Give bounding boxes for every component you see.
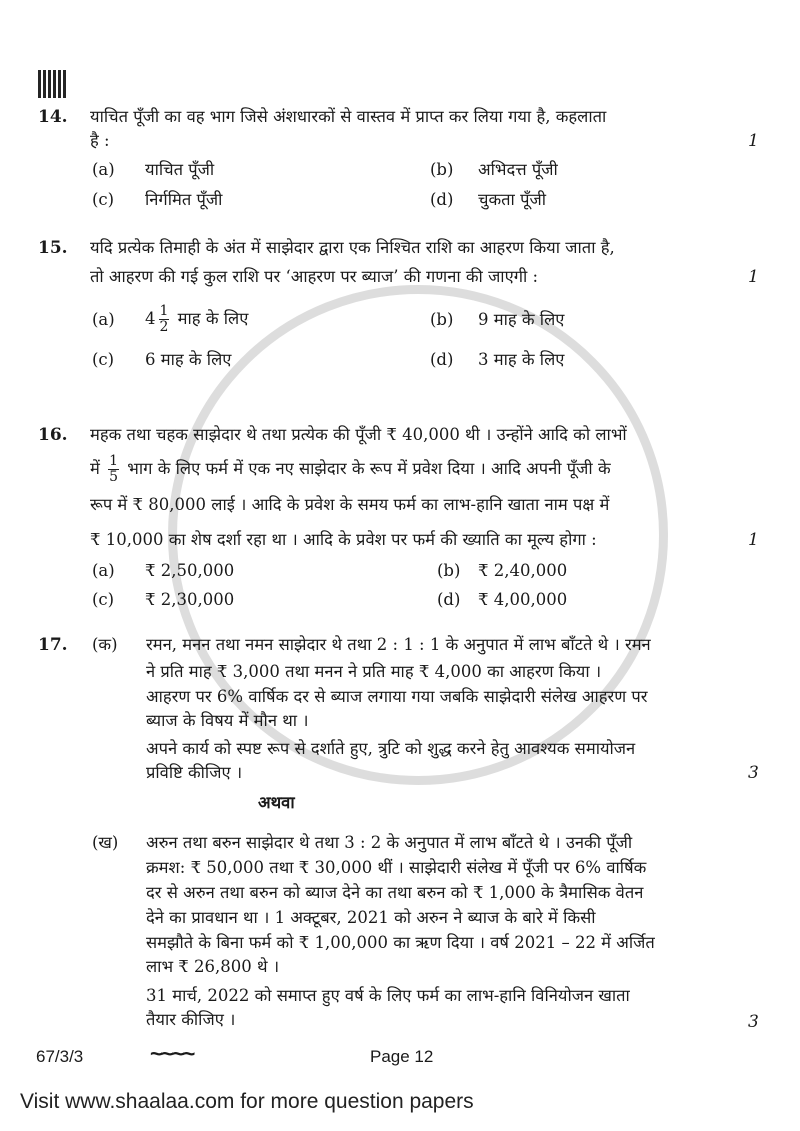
- question-text: क्रमश: ₹ 50,000 तथा ₹ 30,000 थीं । साझेदारी संलेख में पूँजी पर 6% वार्षिक: [146, 858, 647, 877]
- question-text: तो आहरण की गई कुल राशि पर ‘आहरण पर ब्याज’ की गणना की जाएगी :: [90, 267, 539, 286]
- option-label: (c): [92, 190, 115, 209]
- fraction-denominator: 2: [159, 319, 169, 335]
- text-fragment: में: [90, 459, 100, 478]
- question-text: दर से अरुन तथा बरुन को ब्याज देने का तथा बरुन को ₹ 1,000 के त्रैमासिक वेतन: [146, 883, 644, 902]
- question-text: लाभ ₹ 26,800 थे ।: [146, 957, 280, 976]
- option-label: (b): [437, 561, 461, 580]
- option-text: ₹ 2,50,000: [145, 561, 235, 580]
- marks: 1: [748, 530, 759, 550]
- option-text-suffix: माह के लिए: [177, 309, 249, 328]
- option-label: (d): [437, 590, 461, 609]
- option-label: (b): [430, 310, 454, 329]
- part-label: (ख): [92, 833, 119, 852]
- option-text: ₹ 2,30,000: [145, 590, 235, 609]
- part-label: (क): [92, 635, 118, 654]
- question-number: 14.: [38, 107, 68, 127]
- page-number: Page 12: [370, 1047, 434, 1066]
- option-text: ₹ 4,00,000: [478, 590, 568, 609]
- option-text: याचित पूँजी: [145, 160, 215, 179]
- marks: 1: [748, 131, 759, 151]
- visit-banner: Visit www.shaalaa.com for more question papers: [20, 1090, 474, 1113]
- option-label: (c): [92, 350, 115, 369]
- option-text: अभिदत्त पूँजी: [478, 160, 558, 179]
- marks: 1: [748, 267, 759, 287]
- option-text: 3 माह के लिए: [478, 350, 565, 369]
- question-text: तैयार कीजिए ।: [146, 1010, 236, 1029]
- option-text: 9 माह के लिए: [478, 310, 565, 329]
- question-text: अपने कार्य को स्पष्ट रूप से दर्शाते हुए, त्रुटि को शुद्ध करने हेतु आवश्यक समायोजन: [146, 739, 636, 758]
- question-text: [90, 452, 611, 486]
- question-text: ₹ 10,000 का शेष दर्शा रहा था । आदि के प्रवेश पर फर्म की ख्याति का मूल्य होगा :: [90, 530, 597, 549]
- fraction: [108, 454, 119, 485]
- question-text: महक तथा चहक साझेदार थे तथा प्रत्येक की पूँजी ₹ 40,000 थी । उन्होंने आदि को लाभों: [90, 425, 627, 444]
- question-text: रमन, मनन तथा नमन साझेदार थे तथा 2 : 1 : 1 के अनुपात में लाभ बाँटते थे । रमन: [146, 635, 651, 654]
- fraction-numerator: 1: [109, 453, 119, 469]
- option-text: [145, 302, 248, 336]
- ornament: ~~~~: [150, 1041, 194, 1066]
- or-divider: अथवा: [258, 793, 295, 812]
- question-text: देने का प्रावधान था । 1 अक्टूबर, 2021 को अरुन ने ब्याज के बारे में किसी: [146, 908, 596, 927]
- text-fragment: भाग के लिए फर्म में एक नए साझेदार के रूप में प्रवेश दिया । आदि अपनी पूँजी के: [127, 459, 611, 478]
- qr-code-icon: [38, 70, 66, 98]
- marks: 3: [748, 1012, 759, 1032]
- question-text: रूप में ₹ 80,000 लाई । आदि के प्रवेश के समय फर्म का लाभ-हानि खाता नाम पक्ष में: [90, 495, 610, 514]
- question-text: याचित पूँजी का वह भाग जिसे अंशधारकों से वास्तव में प्राप्त कर लिया गया है, कहलाता: [90, 107, 607, 126]
- option-text: चुकता पूँजी: [478, 190, 546, 209]
- question-text: ब्याज के विषय में मौन था ।: [146, 711, 309, 730]
- question-text: है :: [90, 131, 110, 150]
- option-text: ₹ 2,40,000: [478, 561, 568, 580]
- option-label: (a): [92, 561, 115, 580]
- option-text: 6 माह के लिए: [145, 350, 232, 369]
- option-text: निर्गमित पूँजी: [145, 190, 223, 209]
- marks: 3: [748, 763, 759, 783]
- question-text: अरुन तथा बरुन साझेदार थे तथा 3 : 2 के अनुपात में लाभ बाँटते थे । उनकी पूँजी: [146, 833, 633, 852]
- paper-code: 67/3/3: [36, 1047, 84, 1066]
- question-number: 16.: [38, 425, 68, 445]
- fraction: [159, 304, 170, 335]
- option-label: (d): [430, 350, 454, 369]
- question-text: आहरण पर 6% वार्षिक दर से ब्याज लगाया गया जबकि साझेदारी संलेख आहरण पर: [146, 687, 648, 706]
- question-number: 15.: [38, 238, 68, 258]
- question-text: 31 मार्च, 2022 को समाप्त हुए वर्ष के लिए फर्म का लाभ-हानि विनियोजन खाता: [146, 986, 630, 1005]
- fraction-numerator: 1: [159, 303, 169, 319]
- option-label: (d): [430, 190, 454, 209]
- fraction-whole: 4: [145, 309, 156, 328]
- fraction-denominator: 5: [109, 469, 119, 485]
- option-label: (b): [430, 160, 454, 179]
- question-text: यदि प्रत्येक तिमाही के अंत में साझेदार द्वारा एक निश्चित राशि का आहरण किया जाता है,: [90, 238, 615, 257]
- question-text: ने प्रति माह ₹ 3,000 तथा मनन ने प्रति माह ₹ 4,000 का आहरण किया ।: [146, 662, 602, 681]
- question-text: समझौते के बिना फर्म को ₹ 1,00,000 का ऋण दिया । वर्ष 2021 – 22 में अर्जित: [146, 933, 655, 952]
- option-label: (c): [92, 590, 115, 609]
- question-text: प्रविष्टि कीजिए ।: [146, 763, 243, 782]
- question-number: 17.: [38, 635, 68, 655]
- option-label: (a): [92, 160, 115, 179]
- option-label: (a): [92, 310, 115, 329]
